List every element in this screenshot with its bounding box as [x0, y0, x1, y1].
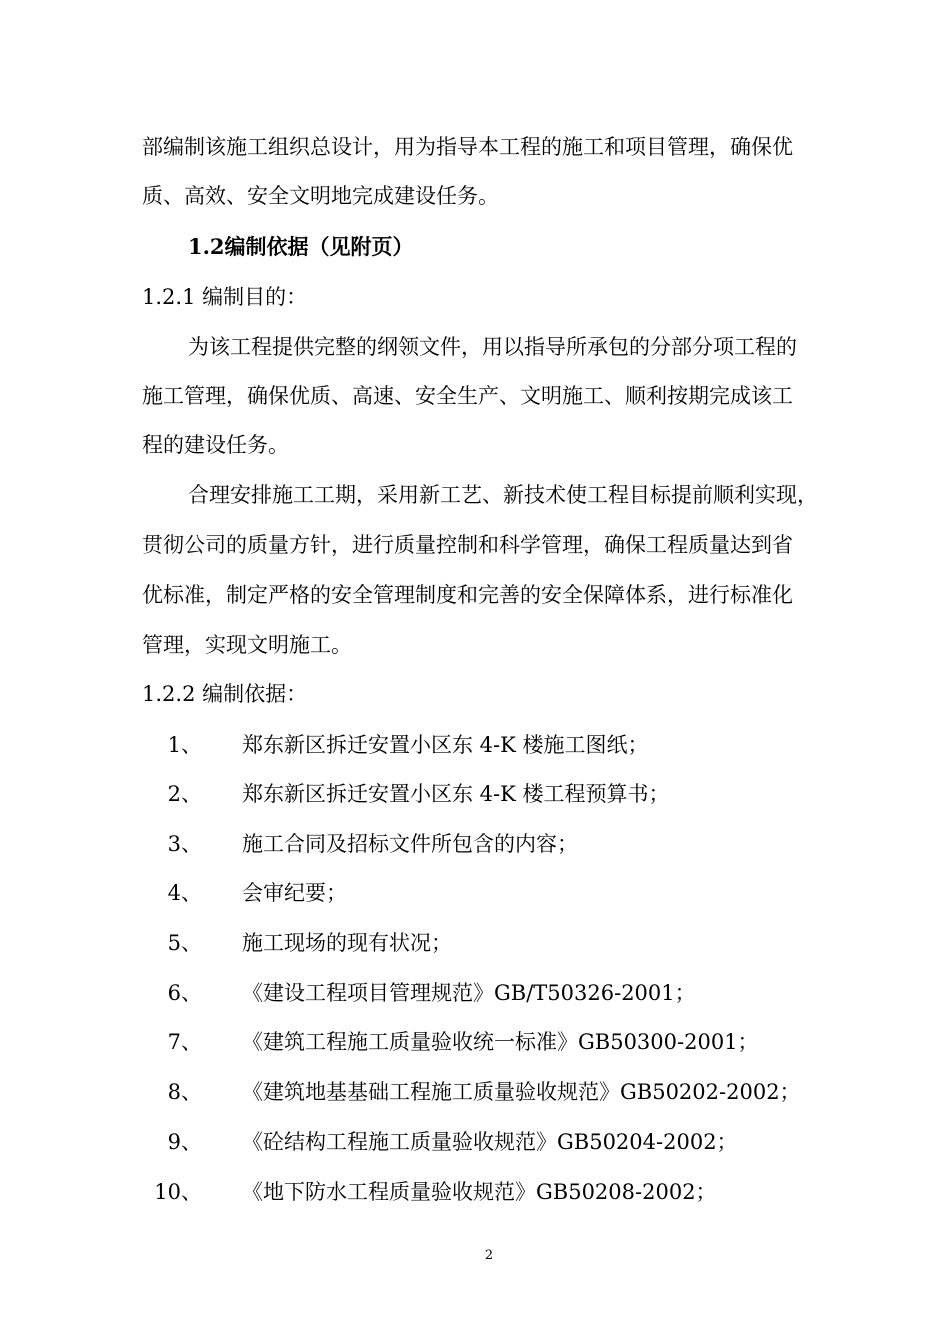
- list-item-number: 1、: [167, 733, 202, 757]
- list-item-number: 3、: [167, 832, 202, 856]
- subsection-heading-1-2-1: 1.2.1 编制目的：: [142, 285, 308, 309]
- list-item-text: 《建筑地基基础工程施工质量验收规范》GB50202-2002；: [242, 1080, 801, 1104]
- list-item-text: 郑东新区拆迁安置小区东 4-K 楼工程预算书；: [242, 782, 670, 806]
- subsection-heading-1-2-2: 1.2.2 编制依据：: [142, 682, 308, 706]
- list-item-text: 会审纪要；: [242, 881, 347, 905]
- list-item-text: 《地下防水工程质量验收规范》GB50208-2002；: [242, 1180, 717, 1204]
- list-item-number: 10、: [154, 1180, 202, 1204]
- purpose-para2-line-1: 合理安排施工工期，采用新工艺、新技术使工程目标提前顺利实现，: [188, 483, 818, 507]
- purpose-para1-line-2: 施工管理，确保优质、高速、安全生产、文明施工、顺利按期完成该工: [142, 384, 793, 408]
- list-item-number: 4、: [167, 881, 202, 905]
- purpose-para1-line-1: 为该工程提供完整的纲领文件，用以指导所承包的分部分项工程的: [188, 335, 797, 359]
- list-item-text: 郑东新区拆迁安置小区东 4-K 楼施工图纸；: [242, 733, 649, 757]
- intro-line-2: 质、高效、安全文明地完成建设任务。: [142, 184, 499, 208]
- list-item-number: 8、: [167, 1080, 202, 1104]
- list-item-text: 《砼结构工程施工质量验收规范》GB50204-2002；: [242, 1130, 738, 1154]
- list-item-number: 5、: [167, 931, 202, 955]
- list-item-number: 7、: [167, 1030, 202, 1054]
- section-heading-1-2: 1.2编制依据（见附页）: [188, 234, 414, 259]
- list-item-text: 《建设工程项目管理规范》GB/T50326-2001；: [242, 981, 696, 1005]
- list-item-text: 施工现场的现有状况；: [242, 931, 452, 955]
- purpose-para2-line-2: 贯彻公司的质量方针，进行质量控制和科学管理，确保工程质量达到省: [142, 533, 793, 557]
- purpose-para2-line-4: 管理，实现文明施工。: [142, 633, 352, 657]
- list-item-text: 施工合同及招标文件所包含的内容；: [242, 832, 578, 856]
- list-item-number: 6、: [167, 981, 202, 1005]
- list-item-number: 9、: [167, 1130, 202, 1154]
- list-item-text: 《建筑工程施工质量验收统一标准》GB50300-2001；: [242, 1030, 759, 1054]
- purpose-para2-line-3: 优标准，制定严格的安全管理制度和完善的安全保障体系，进行标准化: [142, 583, 793, 607]
- list-item-number: 2、: [167, 782, 202, 806]
- intro-line-1: 部编制该施工组织总设计，用为指导本工程的施工和项目管理，确保优: [142, 135, 793, 159]
- purpose-para1-line-3: 程的建设任务。: [142, 433, 289, 457]
- page-number: 2: [484, 1248, 494, 1263]
